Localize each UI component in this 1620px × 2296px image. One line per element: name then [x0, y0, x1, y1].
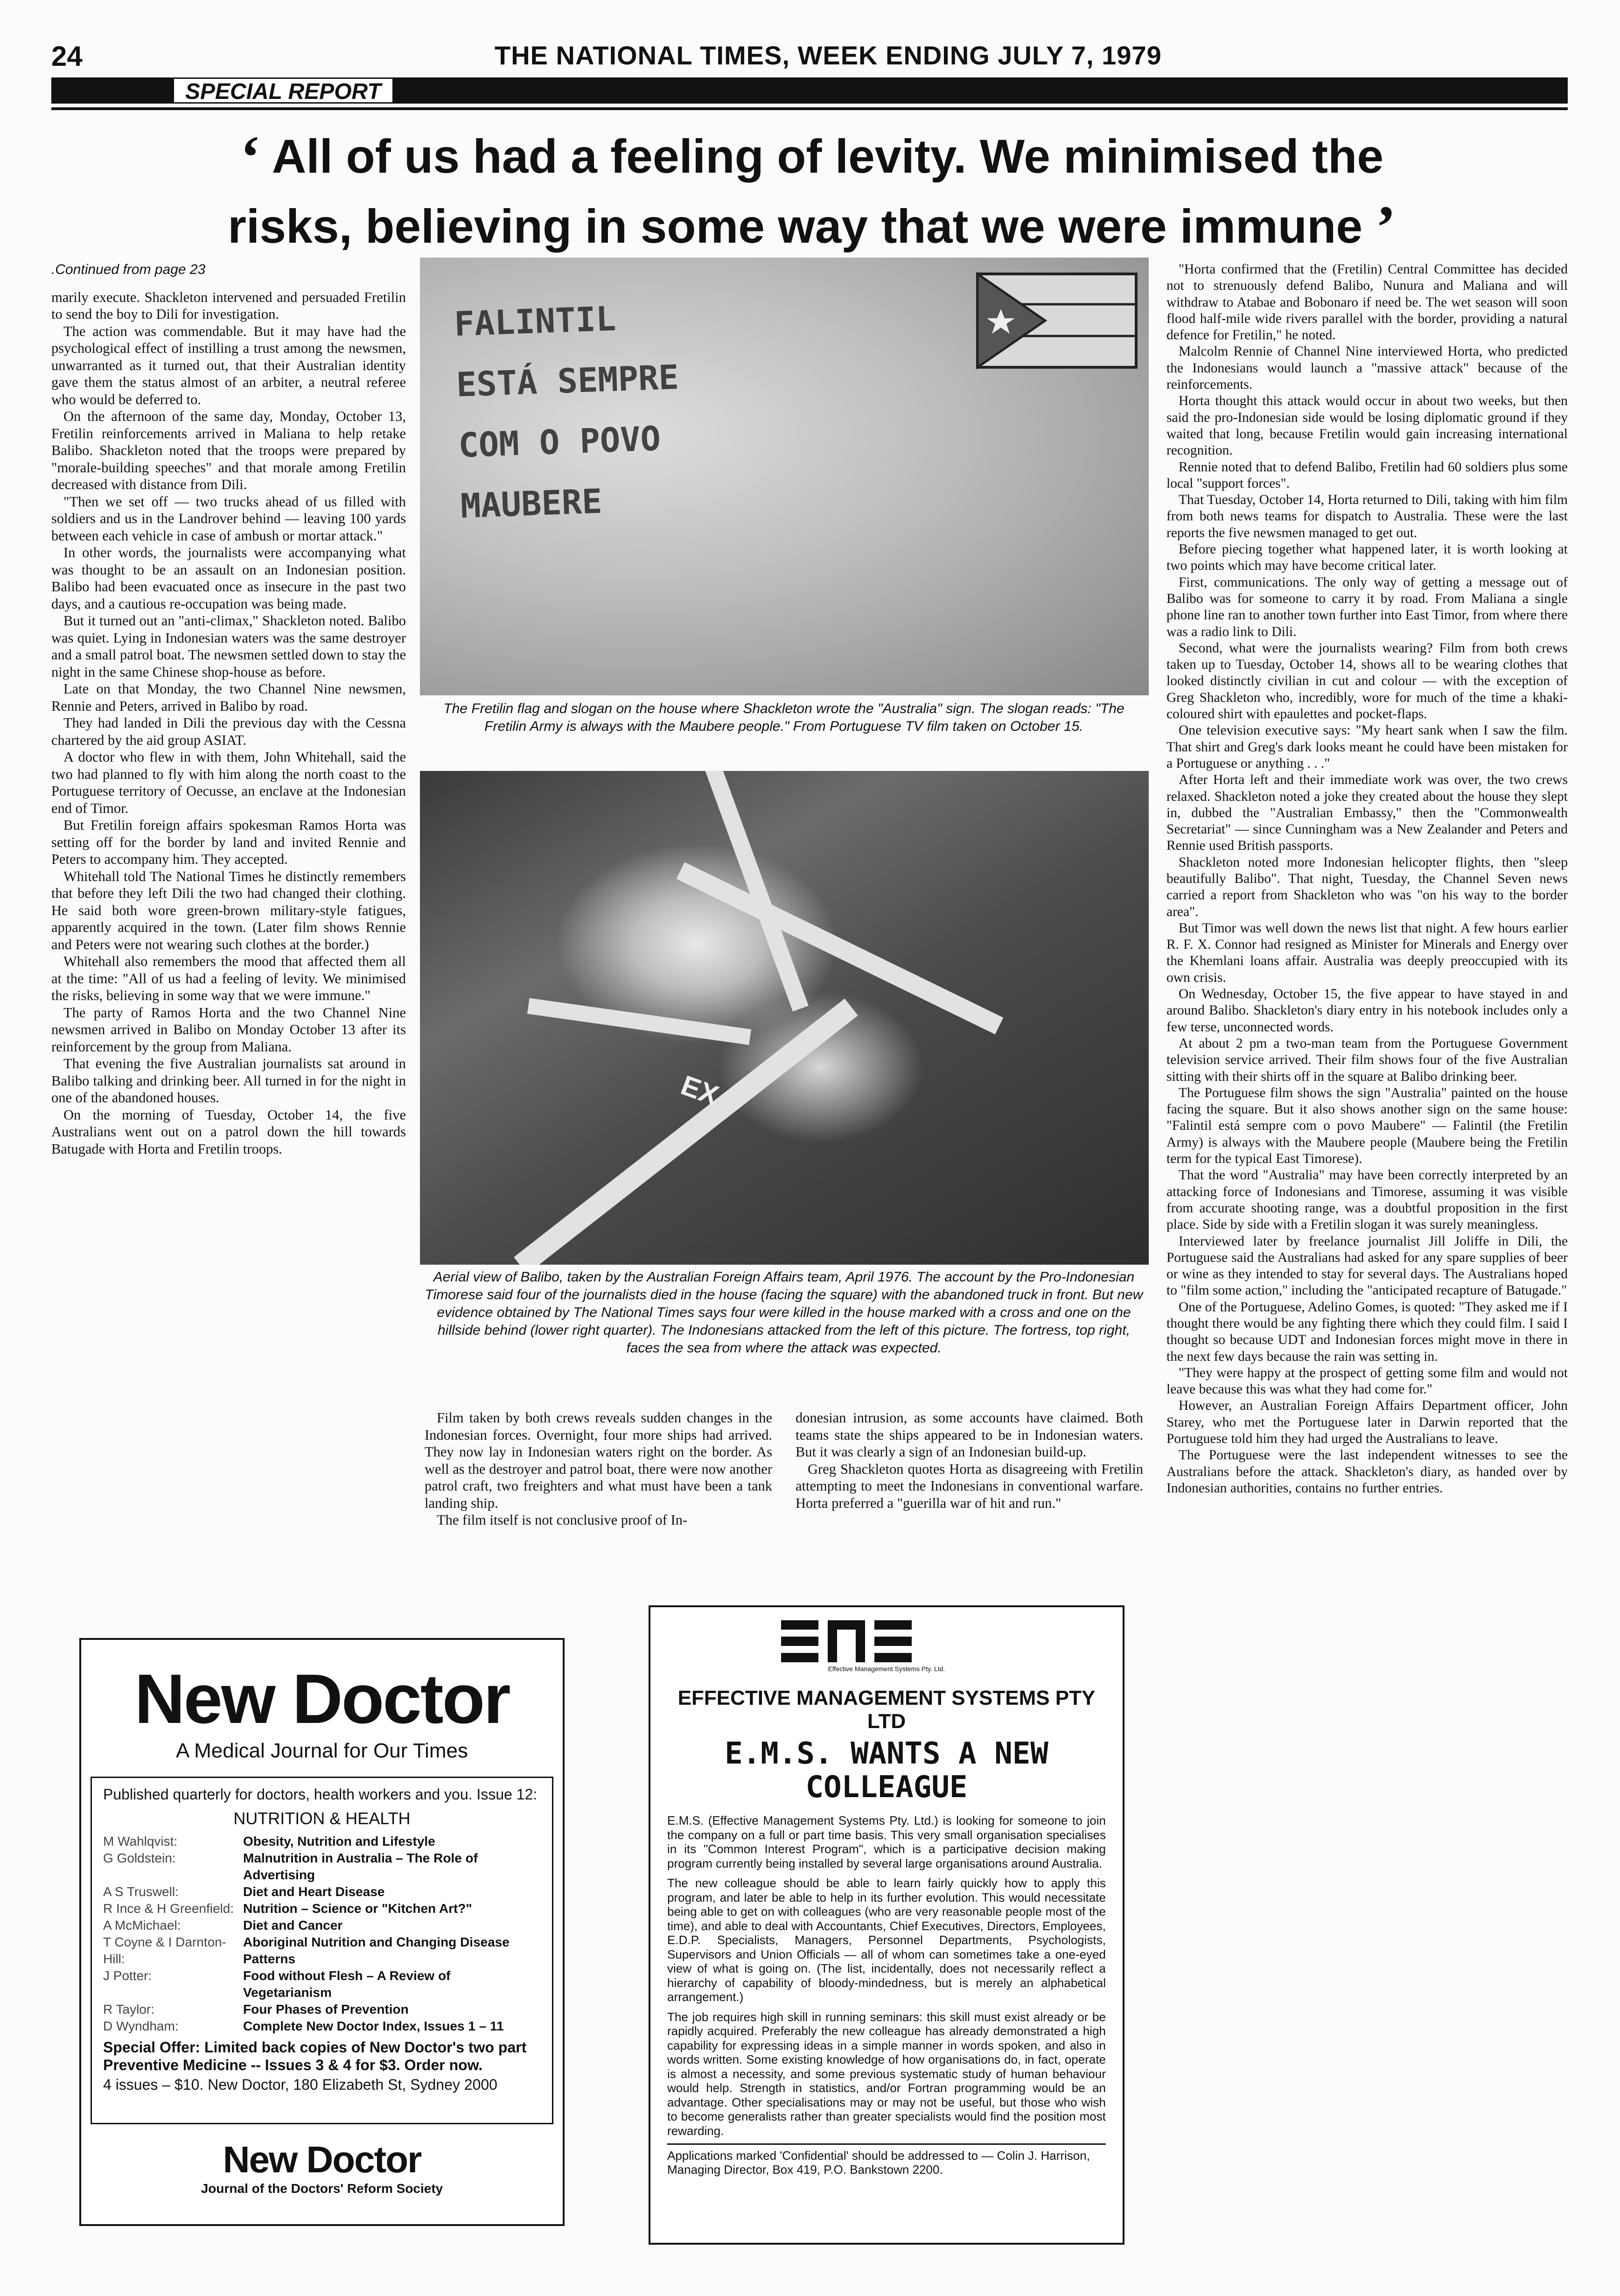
paragraph: The Portuguese were the last independent witnesses to see the Australians before the attack. Shackleton's diary, as handed over by Indonesian authorities, contains no further entries.: [1166, 1448, 1568, 1496]
paragraph: One of the Portuguese, Adelino Gomes, is quoted: "They asked me if I thought there would be any fighting there which they could film. I said I thought so because UDT and Indonesian forces might move in there in the next few days because the rain was setting in.: [1166, 1299, 1568, 1364]
article-column-4: [1166, 261, 1568, 1497]
headline-close-quote: ’: [1376, 194, 1396, 261]
contents-row: M Wahlqvist: Obesity, Nutrition and Lifestyle: [103, 1834, 435, 1848]
paragraph: Film taken by both crews reveals sudden changes in the Indonesian forces. Overnight, four more ships had arrived. They now lay in Indonesian waters right on the border. As well as the destroyer and patrol boat, there were now another patrol craft, two freighters and what must have been a tank landing ship.: [425, 1410, 772, 1511]
sign-slogan: [453, 278, 928, 537]
paragraph: Late on that Monday, the two Channel Nine newsmen, Rennie and Peters, arrived in Balibo by road.: [51, 681, 406, 714]
new-doctor-contents-box: [91, 1777, 553, 2124]
sign-line: COM O POVO: [458, 419, 662, 465]
paragraph: Interviewed later by freelance journalist Jill Joliffe in Dili, the Portuguese said the Australians had asked for any spare supplies of beer or wine as they intended to stay for several days. The Australians hoped to "film some action," including the "anticipated recapture of Batugade.": [1166, 1233, 1568, 1298]
paragraph: But Timor was well down the news list that night. A few hours earlier R. F. X. Connor had resigned as Minister for Minerals and Energy over the Khemlani loans affair. Australia was deeply preoccupied with its own crisis.: [1166, 920, 1568, 985]
new-doctor-offer: Special Offer: Limited back copies of New Doctor's two part Preventive Medicine -- Issues 3 & 4 for $3. Order now.: [103, 2039, 527, 2073]
ems-paragraph: The job requires high skill in running seminars: this skill must exist already or be rapidly acquired. Preferably the new colleague has already demonstrated a high capability for expressing ideas in a simple manner in words spoken, and also in words written. Some existing knowledge of how organisations do, in fact, operate is almost a necessity, and some previous systematic study of human behaviour would help. Strength in statistics, and/or Fortran programming would be an advantage. Other specialisations may or may not be useful, but those who wish to become generalists rather than greater specialists would find the position most rewarding.: [667, 2009, 1106, 2138]
ems-body: [667, 1813, 1106, 2138]
new-doctor-subscription: 4 issues – $10. New Doctor, 180 Elizabeth St, Sydney 2000: [103, 2076, 497, 2093]
contents-row: G Goldstein: Malnutrition in Australia – The Role of Advertising: [103, 1851, 478, 1882]
road: [527, 998, 751, 1045]
house-cross-mark: EX: [677, 1069, 723, 1112]
ad-new-doctor: [79, 1638, 565, 2226]
photo1-caption: The Fretilin flag and slogan on the house where Shackleton wrote the "Australia" sign. The slogan reads: "The Fretilin Army is always with the Maubere people." From Portuguese TV film taken on October 15.: [443, 701, 1124, 734]
paragraph: On Wednesday, October 15, the five appear to have stayed in and around Balibo. Shackleton's diary entry in his notebook includes only a few terse, unconnected words.: [1166, 987, 1568, 1035]
paragraph: Shackleton noted more Indonesian helicopter flights, then "sleep beautifully Balibo". That night, Tuesday, the Channel Seven news carried a report from Shackleton who was "on his way to the border area".: [1166, 854, 1568, 919]
contents-row: T Coyne & I Darnton-Hill: Aboriginal Nutrition and Changing Disease Patterns: [103, 1935, 510, 1966]
ems-headline: E.M.S. WANTS A NEW COLLEAGUE: [725, 1736, 1048, 1805]
headline-line-1: All of us had a feeling of levity. We minimised the: [272, 130, 1384, 183]
ems-paragraph: The new colleague should be able to learn fairly quickly how to apply this program, and later be able to help in its further evolution. This would necessitate being able to get on with colleagues (who are very reasonable people most of the time), and able to deal with Accountants, Chief Executives, Directors, Employees, E.D.P. Specialists, Managers, Personnel Departments, Psychologists, Supervisors and Union Officials — all of whom can sometimes take a one-eyed view of what is going on. (The list, incidentally, does not necessarily reflect a hierarchy of capability of bloody-mindedness, but is merely an alphabetical arrangement.): [667, 1876, 1106, 2004]
new-doctor-footer-logo: New Doctor: [223, 2139, 421, 2180]
paragraph: The party of Ramos Horta and the two Channel Nine newsmen arrived in Balibo on Monday October 13 after its reinforcement by the group from Maliana.: [51, 1004, 406, 1055]
new-doctor-intro: Published quarterly for doctors, health workers and you. Issue 12:: [103, 1786, 538, 1803]
paragraph: Rennie noted that to defend Balibo, Fretilin had 60 soldiers plus some local "support forces".: [1166, 459, 1568, 491]
paragraph: On the morning of Tuesday, October 14, the five Australians went out on a patrol down the hill towards Batugade with Horta and Fretilin troops.: [51, 1106, 406, 1157]
new-doctor-logo: New Doctor: [134, 1659, 510, 1738]
new-doctor-theme: NUTRITION & HEALTH: [233, 1809, 411, 1828]
paragraph: But Fretilin foreign affairs spokesman Ramos Horta was setting off for the border by land and invited Rennie and Peters to accompany him. They accepted.: [51, 817, 406, 867]
contents-row: J Potter: Food without Flesh – A Review of Vegetarianism: [103, 1968, 451, 2000]
contents-row: R Ince & H Greenfield: Nutrition – Science or "Kitchen Art?": [103, 1901, 472, 1916]
contents-row: A S Truswell: Diet and Heart Disease: [103, 1884, 385, 1899]
photo2-caption: Aerial view of Balibo, taken by the Australian Foreign Affairs team, April 1976. The account by the Pro-Indonesian Timorese said four of the journalists died in the house (facing the square) with the abandoned truck in front. But new evidence obtained by The National Times says four were killed in the house marked with a cross and one on the hillside behind (lower right quarter). The Indonesians attacked from the left of this picture. The fortress, top right, faces the sea from where the attack was expected.: [425, 1269, 1143, 1356]
contents-row: D Wyndham: Complete New Doctor Index, Issues 1 – 11: [103, 2019, 504, 2033]
paragraph: marily execute. Shackleton intervened and persuaded Fretilin to send the boy to Dili for investigation.: [51, 289, 406, 322]
contents-row: A McMichael: Diet and Cancer: [103, 1918, 343, 1932]
ems-company-name: EFFECTIVE MANAGEMENT SYSTEMS PTY LTD: [677, 1687, 1096, 1733]
paragraph: The Portuguese film shows the sign "Australia" painted on the house facing the square. But it also shows another sign on the same house: "Falintil está sempre com o povo Maubere" — Falintil (the Fretilin Army) is always with the Maubere people (Maubere being the Fretilin term for the typical East Timorese).: [1166, 1085, 1568, 1167]
section-label: SPECIAL REPORT: [173, 77, 394, 104]
paragraph: One television executive says: "My heart sank when I saw the film. That shirt and Greg's dark looks meant he could have been mistaken for a Portuguese or anything . . .": [1166, 723, 1568, 771]
paragraph: That the word "Australia" may have been correctly interpreted by an attacking force of Indonesians and Timorese, assuming it was visible from accurate shooting range, was a doubtful proposition in the first place. Side by side with a Fretilin slogan it was surely meaningless.: [1166, 1168, 1568, 1232]
paragraph: In other words, the journalists were accompanying what was thought to be an assault on an Indonesian position. Balibo had been evacuated once as insecure in the past two days, and a cautious re-occupation was being made.: [51, 545, 406, 612]
paragraph: They had landed in Dili the previous day with the Cessna chartered by the aid group ASIAT.: [51, 715, 406, 748]
photo-fretilin-sign: [420, 258, 1149, 695]
paragraph: donesian intrusion, as some accounts have claimed. Both teams state the ships appeared to be in Indonesian waters. But it was clearly a sign of an Indonesian build-up.: [796, 1410, 1143, 1460]
ems-paragraph: E.M.S. (Effective Management Systems Pty. Ltd.) is looking for someone to join the company on a full or part time basis. This very small organisation specialises in its "Common Interest Program", which is a participative decision making program currently being installed by several large organisations around Australia.: [667, 1813, 1106, 1870]
article-column-1: [51, 261, 406, 1157]
paragraph: "They were happy at the prospect of getting some film and would not leave because this was what they had come for.": [1166, 1365, 1568, 1397]
sign-line: FALINTIL: [454, 299, 617, 344]
paragraph: Horta thought this attack would occur in about two weeks, but then said the pro-Indonesian side would be losing diplomatic ground if they waited that long, because Fretilin would gain increasing international recognition.: [1166, 393, 1568, 458]
paragraph: On the afternoon of the same day, Monday, October 13, Fretilin reinforcements arrived in Maliana to help retake Balibo. Shackleton noted that the troops were prepared by "morale-building speeches" and that morale among Fretilin decreased with distance from Dili.: [51, 408, 406, 492]
paragraph: Before piecing together what happened later, it is worth looking at two points which may have become critical later.: [1166, 542, 1568, 574]
ad-ems: [649, 1605, 1124, 2245]
paragraph: Second, what were the journalists wearing? Film from both crews taken up to Tuesday, October 14, shows all to be wearing clothes that looked distinctly civilian in cut and colour — with the exception of Greg Shackleton who, incredibly, wore for much of the time a khaki-coloured shirt with epaulettes and pocket-flaps.: [1166, 640, 1568, 722]
new-doctor-tagline: A Medical Journal for Our Times: [175, 1739, 468, 1762]
sign-line: MAUBERE: [460, 481, 603, 526]
continued-note: .Continued from page 23: [51, 262, 206, 277]
paragraph: A doctor who flew in with them, John Whitehall, said the two had planned to fly with him along the north coast to the Portuguese territory of Oecusse, an enclave at the Indonesian end of Timor.: [51, 749, 406, 816]
paragraph: Greg Shackleton quotes Horta as disagreeing with Fretilin attempting to meet the Indonesians in conventional warfare. Horta preferred a "guerilla war of hit and run.": [796, 1461, 1143, 1511]
paragraph: At about 2 pm a two-man team from the Portuguese Government television service arrived. Their film shows four of the five Australian sitting with their shirts off in the square at Balibo drinking beer.: [1166, 1036, 1568, 1084]
paragraph: First, communications. The only way of getting a message out of Balibo was for someone to carry it by road. From Maliana a single phone line ran to another town further into East Timor, from where there was a radio link to Dili.: [1166, 574, 1568, 639]
running-head: THE NATIONAL TIMES, WEEK ENDING JULY 7, 1979: [495, 41, 1162, 70]
article-column-3: [796, 1409, 1143, 1512]
ems-logo-icon: [781, 1620, 912, 1662]
ems-footer: Applications marked 'Confidential' should be addressed to — Colin J. Harrison, Managing Director, Box 419, P.O. Bankstown 2200.: [667, 2149, 1090, 2177]
paragraph: But it turned out an "anti-climax," Shackleton noted. Balibo was quiet. Lying in Indonesian waters was the same destroyer and a small patrol boat. The newsmen settled down to stay the night in the same Chinese shop-house as before.: [51, 613, 406, 680]
paragraph: After Horta left and their immediate work was over, the two crews relaxed. Shackleton noted a joke they created about the house they slept in, dubbed the "Australian Embassy," then the "Commonwealth Secretariat" — since Cunningham was a New Zealander and Peters and Rennie used British passports.: [1166, 772, 1568, 854]
paragraph: Whitehall told The National Times he distinctly remembers that before they left Dili the two had changed their clothing. He said both wore green-brown military-style fatigues, apparently acquired in the town. (Later film shows Rennie and Peters were not wearing such clothes at the border.): [51, 868, 406, 952]
headline: [79, 122, 1544, 262]
ems-logo-caption: Effective Management Systems Pty. Ltd.: [828, 1665, 945, 1673]
contents-row: R Taylor: Four Phases of Prevention: [103, 2002, 409, 2016]
paragraph: Malcolm Rennie of Channel Nine interviewed Horta, who predicted the Indonesians would launch a "massive attack" because of the reinforcements.: [1166, 344, 1568, 392]
paragraph: "Then we set off — two trucks ahead of us filled with soldiers and us in the Landrover behind — leaving 100 yards between each vehicle in case of ambush or mortar attack.": [51, 493, 406, 544]
fretilin-flag-icon: [975, 272, 1138, 370]
road: [514, 999, 858, 1265]
ems-divider: [667, 2143, 1106, 2145]
paragraph: That Tuesday, October 14, Horta returned to Dili, taking with him film from both news teams for dispatch to Australia. These were the last reports the five newsmen managed to get out.: [1166, 492, 1568, 540]
headline-line-2: risks, believing in some way that we were immune: [228, 200, 1363, 253]
sign-line: ESTÁ SEMPRE: [455, 357, 680, 405]
paragraph: That evening the five Australian journalists sat around in Balibo talking and drinking beer. All turned in for the night in one of the abandoned houses.: [51, 1056, 406, 1106]
headline-open-quote: ‘: [240, 124, 261, 191]
new-doctor-footer-sub: Journal of the Doctors' Reform Society: [201, 2181, 443, 2196]
page-number: 24: [51, 41, 83, 72]
paragraph: The film itself is not conclusive proof of In-: [437, 1512, 688, 1528]
paragraph: "Horta confirmed that the (Fretilin) Central Committee has decided not to strenuously defend Balibo, Nunura and Maliana and will withdraw to Atabae and Bobonaro if need be. The wet season will soon flood half-mile wide rivers parallel with the border, providing a natural defence for Fretilin," he noted.: [1166, 262, 1568, 343]
paragraph: Whitehall also remembers the mood that affected them all at the time: "All of us had a feeling of levity. We minimised the risks, believing in some way that we were immune.": [51, 953, 406, 1003]
paragraph: The action was commendable. But it may have had the psychological effect of instilling a trust among the newsmen, unwarranted as it turned out, that their Australian identity gave them the status almost of an arbiter, a neutral referee who would be deferred to.: [51, 323, 406, 407]
thin-rule: [51, 107, 1568, 110]
photo-aerial-balibo: [420, 771, 1149, 1265]
paragraph: However, an Australian Foreign Affairs Department officer, John Starey, who met the Portuguese later in Darwin reported that the Portuguese told him they had urged the Australians to leave.: [1166, 1398, 1568, 1447]
article-column-2: [425, 1409, 772, 1529]
